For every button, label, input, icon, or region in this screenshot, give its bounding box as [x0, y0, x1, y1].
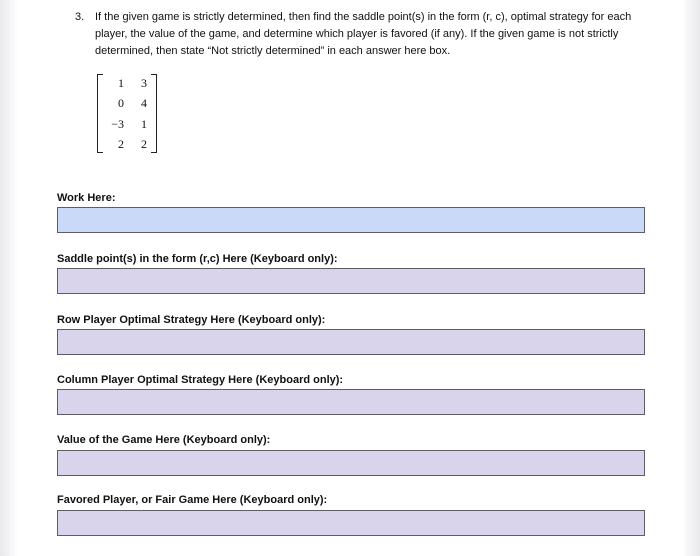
row-strategy-label: Row Player Optimal Strategy Here (Keyboard only): — [57, 314, 326, 326]
work-input[interactable] — [57, 207, 645, 233]
matrix-cell-r2-c1: 0 — [118, 96, 124, 110]
page-shadow-left — [0, 0, 18, 556]
saddle-point-label: Saddle point(s) in the form (r,c) Here (Keyboard only): — [57, 253, 338, 265]
matrix-cell-r1-c2: 3 — [141, 76, 147, 90]
matrix-left-bracket — [97, 74, 103, 153]
game-value-input[interactable] — [57, 450, 645, 476]
matrix-cell-r3-c2: 1 — [141, 117, 147, 131]
question-text: If the given game is strictly determined, then find the saddle point(s) in the form (r, c), optimal strategy for each player, the value of the game, and determine which player is favored (if any). If the given game is not strictly determined, then state “Not strictly determined” in each answer here box. — [95, 11, 632, 57]
column-strategy-input[interactable] — [57, 389, 645, 415]
payoff-matrix — [97, 74, 157, 152]
favored-player-input[interactable] — [57, 510, 645, 536]
saddle-point-input[interactable] — [57, 268, 645, 294]
game-value-label: Value of the Game Here (Keyboard only): — [57, 434, 271, 446]
work-label: Work Here: — [57, 192, 116, 204]
row-strategy-input[interactable] — [57, 329, 645, 355]
matrix-cell-r4-c2: 2 — [141, 137, 147, 151]
page-shadow-right — [682, 0, 700, 556]
matrix-cell-r4-c1: 2 — [118, 137, 124, 151]
matrix-cell-r3-c1: −3 — [111, 117, 124, 131]
matrix-cell-r2-c2: 4 — [141, 96, 147, 110]
matrix-right-bracket — [151, 74, 157, 153]
matrix-cell-r1-c1: 1 — [118, 76, 124, 90]
column-strategy-label: Column Player Optimal Strategy Here (Keyboard only): — [57, 374, 344, 386]
question-number: 3. — [75, 11, 85, 23]
favored-player-label: Favored Player, or Fair Game Here (Keyboard only): — [57, 494, 328, 506]
